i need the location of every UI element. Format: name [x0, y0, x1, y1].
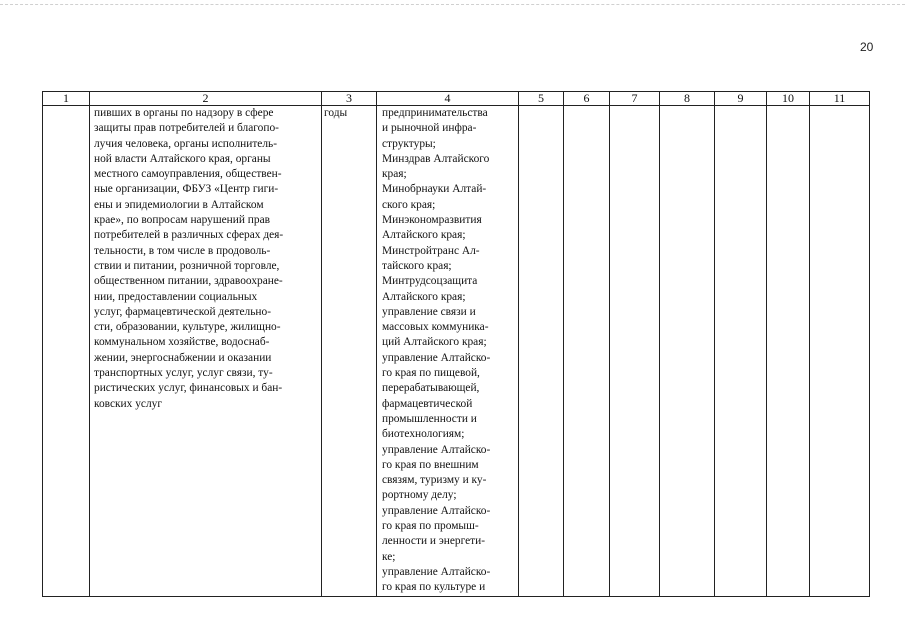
- column-header-3: 3: [322, 92, 377, 106]
- text-line: управление Алтайско-: [382, 443, 491, 456]
- text-line: биотехнологиям;: [382, 428, 465, 441]
- column-header-2: 2: [90, 92, 322, 106]
- text-line: структуры;: [382, 137, 436, 150]
- text-line: го края по внешним: [382, 458, 479, 471]
- text-line: фармацевтической: [382, 397, 473, 410]
- text-line: го края по промыш-: [382, 520, 479, 533]
- text-line: Минздрав Алтайского: [382, 152, 490, 165]
- text-line: тайского края;: [382, 259, 452, 272]
- column-header-11: 11: [810, 92, 870, 106]
- column-header-7: 7: [610, 92, 660, 106]
- text-line: связям, туризму и ку-: [382, 474, 487, 487]
- text-line: лучия человека, органы исполнитель-: [94, 137, 278, 150]
- cell-col-8: [660, 106, 715, 597]
- document-table: [42, 91, 870, 597]
- text-line: крае», по вопросам нарушений прав: [94, 214, 271, 227]
- text-line: ковских услуг: [94, 397, 162, 410]
- description-text: [90, 106, 321, 412]
- cell-col-11: [810, 106, 870, 597]
- text-line: Минобрнауки Алтай-: [382, 183, 487, 196]
- text-line: Минстройтранс Ал-: [382, 244, 480, 257]
- text-line: промышленности и: [382, 412, 477, 425]
- text-line: сти, образовании, культуре, жилищно-: [94, 321, 281, 334]
- text-line: края;: [382, 168, 407, 181]
- responsible-text: [377, 106, 518, 596]
- cell-col-3-period: [322, 106, 377, 597]
- cell-col-5: [519, 106, 564, 597]
- text-line: ций Алтайского края;: [382, 336, 487, 349]
- text-line: Минэкономразвития: [382, 214, 482, 227]
- text-line: управление Алтайско-: [382, 504, 491, 517]
- text-line: ены и эпидемиологии в Алтайском: [94, 198, 264, 211]
- column-header-4: 4: [377, 92, 519, 106]
- cell-col-4-responsible: [377, 106, 519, 597]
- text-line: Алтайского края;: [382, 229, 466, 242]
- cell-col-1: [43, 106, 90, 597]
- text-line: коммунальном хозяйстве, водоснаб-: [94, 336, 270, 349]
- text-line: ной власти Алтайского края, органы: [94, 152, 271, 165]
- text-line: местного самоуправления, обществен-: [94, 168, 282, 181]
- cell-col-10: [767, 106, 810, 597]
- text-line: ные организации, ФБУЗ «Центр гиги-: [94, 183, 279, 196]
- text-line: транспортных услуг, услуг связи, ту-: [94, 367, 273, 380]
- header-row: [43, 92, 870, 106]
- column-header-9: 9: [715, 92, 767, 106]
- text-line: общественном питании, здравоохране-: [94, 275, 283, 288]
- column-header-5: 5: [519, 92, 564, 106]
- scan-artifact-line: [0, 4, 905, 9]
- text-line: тельности, в том числе в продоволь-: [94, 244, 271, 257]
- text-line: рортному делу;: [382, 489, 457, 502]
- cell-col-6: [564, 106, 610, 597]
- text-line: потребителей в различных сферах дея-: [94, 229, 284, 242]
- text-line: ствии и питании, розничной торговле,: [94, 259, 280, 272]
- text-line: го края по культуре и: [382, 581, 486, 594]
- table-row: [43, 106, 870, 597]
- text-line: ристических услуг, финансовых и бан-: [94, 382, 283, 395]
- cell-col-7: [610, 106, 660, 597]
- text-line: Минтрудсоцзащита: [382, 275, 478, 288]
- text-line: управление Алтайско-: [382, 565, 491, 578]
- text-line: предпринимательства: [382, 107, 488, 119]
- text-line: пивших в органы по надзору в сфере: [94, 107, 274, 119]
- column-header-6: 6: [564, 92, 610, 106]
- text-line: ке;: [382, 550, 396, 563]
- text-line: управление Алтайско-: [382, 351, 491, 364]
- text-line: го края по пищевой,: [382, 367, 480, 380]
- cell-col-9: [715, 106, 767, 597]
- column-header-8: 8: [660, 92, 715, 106]
- text-line: массовых коммуника-: [382, 321, 489, 334]
- cell-col-2-description: [90, 106, 322, 597]
- text-line: услуг, фармацевтической деятельно-: [94, 305, 271, 318]
- text-line: Алтайского края;: [382, 290, 466, 303]
- period-text: годы: [324, 107, 348, 119]
- column-header-1: 1: [43, 92, 90, 106]
- text-line: ского края;: [382, 198, 436, 211]
- text-line: защиты прав потребителей и благопо-: [94, 122, 279, 135]
- page-number: 20: [860, 40, 874, 54]
- text-line: управление связи и: [382, 305, 476, 318]
- text-line: жении, энергоснабжении и оказании: [94, 351, 272, 364]
- text-line: ленности и энергети-: [382, 535, 486, 548]
- text-line: нии, предоставлении социальных: [94, 290, 258, 303]
- text-line: и рыночной инфра-: [382, 122, 477, 135]
- column-header-10: 10: [767, 92, 810, 106]
- text-line: перерабатывающей,: [382, 382, 480, 395]
